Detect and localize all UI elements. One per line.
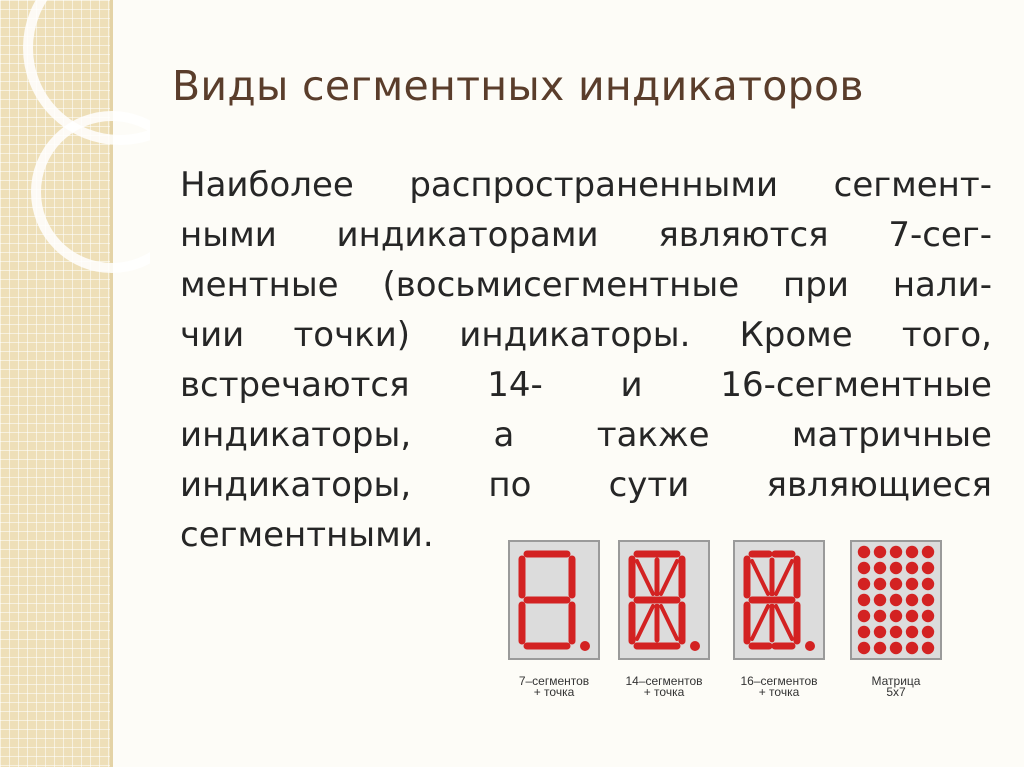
text-word: встречаются [180,365,410,405]
decimal-point [805,641,815,651]
matrix-dot [874,610,886,622]
text-word: индикаторы, [180,415,412,455]
caption-14-segment: 14–сегментов + точка [625,674,703,699]
decimal-point [580,641,590,651]
matrix-dot [890,610,902,622]
matrix-dot [922,594,934,606]
text-word: индикаторы, [180,465,412,505]
text-word: того, [901,315,992,355]
sixteen-segment-panel [733,540,825,660]
text-line [180,310,992,360]
text-word: 16-сегментные [720,365,992,405]
text-word: Кроме [739,315,853,355]
text-word: сегментными. [180,515,434,555]
text-word: и [620,365,643,405]
decimal-point [690,641,700,651]
caption-matrix: Матрица 5х7 [871,674,921,699]
decorative-rings [0,0,150,280]
text-line [180,260,992,310]
matrix-dot [906,626,918,638]
matrix-dot [890,562,902,574]
matrix-dot [858,594,870,606]
matrix-dot [858,562,870,574]
text-word: индикаторы. [459,315,691,355]
matrix-dot [906,610,918,622]
matrix-dot [906,562,918,574]
matrix-dot [858,578,870,590]
text-word: чии [180,315,245,355]
caption-16-segment: 16–сегментов + точка [740,674,818,699]
text-word: сути [608,465,690,505]
text-word: также [596,415,710,455]
segment [661,606,677,639]
matrix-dot [890,642,902,654]
indicator-figure [500,538,940,708]
matrix-dot [922,546,934,558]
matrix-dot [890,594,902,606]
text-line [180,210,992,260]
text-line [180,160,992,210]
text-word: Наиболее [180,165,354,205]
matrix-dot [922,610,934,622]
segment [752,606,768,639]
matrix-dot [922,562,934,574]
text-word: 14- [487,365,543,405]
body-paragraph [180,160,992,560]
fourteen-segment-panel [618,540,710,660]
segment [637,606,653,639]
matrix-dot [922,626,934,638]
matrix-dot [906,546,918,558]
matrix-dot [922,642,934,654]
seven-segment-panel [508,540,600,660]
text-word: являются [658,215,829,255]
matrix-dot [906,594,918,606]
matrix-dot [922,578,934,590]
matrix-dot [874,594,886,606]
matrix-dot [890,626,902,638]
segment [776,561,792,594]
text-word: ментные [180,265,339,305]
text-word: нали- [892,265,992,305]
text-line [180,360,992,410]
text-word: по [488,465,532,505]
seven-segment-display [510,542,598,658]
segment [661,561,677,594]
slide-title: Виды сегментных индикаторов [172,62,864,110]
matrix-5x7-display [852,542,940,658]
matrix-dot [858,610,870,622]
text-word: 7-сег- [888,215,992,255]
text-word: точки) [293,315,411,355]
text-word: при [783,265,849,305]
text-word: являющиеся [766,465,992,505]
text-word: индикаторами [336,215,599,255]
matrix-dot [858,546,870,558]
matrix-dot [874,578,886,590]
text-word: сегмент- [833,165,992,205]
matrix-dot [890,546,902,558]
matrix-dot [890,578,902,590]
matrix-dot [906,642,918,654]
matrix-dot [874,562,886,574]
text-word: ными [180,215,277,255]
caption-7-segment: 7–сегментов + точка [518,674,590,699]
matrix-dot [874,626,886,638]
text-word: матричные [791,415,992,455]
segment [752,561,768,594]
segment [776,606,792,639]
text-word: (восьмисегментные [382,265,740,305]
fourteen-segment-display [620,542,708,658]
matrix-dot [858,642,870,654]
matrix-dot [858,626,870,638]
matrix-dot [874,546,886,558]
matrix-dot [874,642,886,654]
text-line [180,410,992,460]
text-line [180,460,992,510]
segment [637,561,653,594]
matrix-dot [906,578,918,590]
matrix-panel [850,540,942,660]
text-word: а [493,415,515,455]
text-word: распространенными [409,165,779,205]
sixteen-segment-display [735,542,823,658]
